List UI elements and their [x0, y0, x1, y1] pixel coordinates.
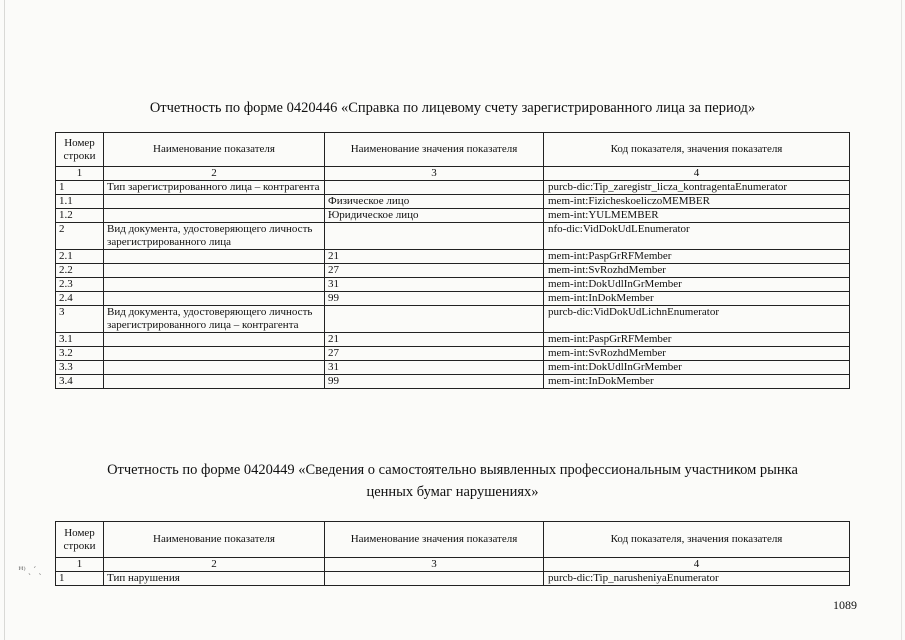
- column-index-cell: 1: [56, 167, 104, 181]
- header-value-name: Наименование значения показателя: [325, 133, 544, 167]
- code-cell: mem-int:YULMEMBER: [544, 209, 850, 223]
- value-name-cell: Физическое лицо: [325, 195, 544, 209]
- table-row: [56, 572, 850, 586]
- table-row: [56, 278, 850, 292]
- value-name-cell: 21: [325, 333, 544, 347]
- row-number-cell: 3.3: [56, 361, 104, 375]
- row-number-cell: 3.4: [56, 375, 104, 389]
- indicator-name-cell: [104, 209, 325, 223]
- column-index-cell: 4: [544, 558, 850, 572]
- page-number: 1089: [833, 598, 857, 612]
- row-number-cell: 2.1: [56, 250, 104, 264]
- column-index-cell: 3: [325, 558, 544, 572]
- table-row: [56, 347, 850, 361]
- header-row: [56, 522, 850, 558]
- header-value-name: Наименование значения показателя: [325, 522, 544, 558]
- indicator-name-cell: Тип нарушения: [104, 572, 325, 586]
- indicator-name-cell: [104, 250, 325, 264]
- row-number-cell: 2.3: [56, 278, 104, 292]
- row-number-cell: 1: [56, 181, 104, 195]
- header-row-number: Номер строки: [56, 133, 104, 167]
- table-row: [56, 306, 850, 333]
- code-cell: nfo-dic:VidDokUdLEnumerator: [544, 223, 850, 250]
- table-row: [56, 375, 850, 389]
- table-row: [56, 250, 850, 264]
- page-left-edge: [4, 0, 5, 640]
- header-code: Код показателя, значения показателя: [544, 133, 850, 167]
- section1-title: Отчетность по форме 0420446 «Справка по лицевому счету зарегистрированного лица за период»: [149, 100, 756, 116]
- column-index-cell: 1: [56, 558, 104, 572]
- code-cell: mem-int:SvRozhdMember: [544, 264, 850, 278]
- table-row: [56, 361, 850, 375]
- row-number-cell: 1: [56, 572, 104, 586]
- value-name-cell: [325, 572, 544, 586]
- section2-title: [0, 461, 905, 501]
- indicator-name-cell: [104, 264, 325, 278]
- header-row-number: Номер строки: [56, 522, 104, 558]
- table-row: [56, 292, 850, 306]
- indicator-name-cell: [104, 278, 325, 292]
- value-name-cell: 31: [325, 278, 544, 292]
- column-index-cell: 2: [104, 558, 325, 572]
- code-cell: mem-int:InDokMember: [544, 375, 850, 389]
- code-cell: purcb-dic:Tip_zaregistr_licza_kontragentaEnumerator: [544, 181, 850, 195]
- row-number-cell: 1.1: [56, 195, 104, 209]
- header-code: Код показателя, значения показателя: [544, 522, 850, 558]
- value-name-cell: 31: [325, 361, 544, 375]
- section2-title-line2: ценных бумаг нарушениях»: [366, 484, 539, 500]
- column-index-cell: 4: [544, 167, 850, 181]
- code-cell: mem-int:DokUdlInGrMember: [544, 278, 850, 292]
- row-number-cell: 3.2: [56, 347, 104, 361]
- value-name-cell: [325, 306, 544, 333]
- code-cell: mem-int:PaspGrRFMember: [544, 250, 850, 264]
- value-name-cell: 99: [325, 375, 544, 389]
- indicator-name-cell: Вид документа, удостоверяющего личность зарегистрированного лица: [104, 223, 325, 250]
- row-number-cell: 2.4: [56, 292, 104, 306]
- indicator-name-cell: [104, 333, 325, 347]
- code-cell: mem-int:PaspGrRFMember: [544, 333, 850, 347]
- indicator-name-cell: [104, 195, 325, 209]
- column-index-row: [56, 558, 850, 572]
- code-cell: mem-int:FizicheskoeliczoMEMBER: [544, 195, 850, 209]
- indicator-name-cell: [104, 292, 325, 306]
- header-indicator-name: Наименование показателя: [104, 133, 325, 167]
- table-row: [56, 195, 850, 209]
- column-index-cell: 2: [104, 167, 325, 181]
- table-row: [56, 333, 850, 347]
- row-number-cell: 3: [56, 306, 104, 333]
- indicator-name-cell: Тип зарегистрированного лица – контрагента: [104, 181, 325, 195]
- form-0420446-table: [55, 132, 850, 389]
- row-number-cell: 1.2: [56, 209, 104, 223]
- table-row: [56, 181, 850, 195]
- form-0420449-table: [55, 521, 850, 586]
- section2-title-line1: Отчетность по форме 0420449 «Сведения о самостоятельно выявленных профессиональным участником рынка: [107, 462, 798, 478]
- row-number-cell: 2: [56, 223, 104, 250]
- column-index-row: [56, 167, 850, 181]
- code-cell: mem-int:SvRozhdMember: [544, 347, 850, 361]
- table-row: [56, 209, 850, 223]
- row-number-cell: 2.2: [56, 264, 104, 278]
- value-name-cell: 99: [325, 292, 544, 306]
- code-cell: purcb-dic:VidDokUdLichnEnumerator: [544, 306, 850, 333]
- row-number-cell: 3.1: [56, 333, 104, 347]
- indicator-name-cell: [104, 375, 325, 389]
- column-index-cell: 3: [325, 167, 544, 181]
- table-row: [56, 264, 850, 278]
- indicator-name-cell: [104, 347, 325, 361]
- value-name-cell: 27: [325, 347, 544, 361]
- code-cell: mem-int:DokUdlInGrMember: [544, 361, 850, 375]
- value-name-cell: [325, 181, 544, 195]
- value-name-cell: 27: [325, 264, 544, 278]
- table-row: [56, 223, 850, 250]
- value-name-cell: 21: [325, 250, 544, 264]
- page-right-edge: [901, 0, 902, 640]
- value-name-cell: [325, 223, 544, 250]
- code-cell: mem-int:InDokMember: [544, 292, 850, 306]
- header-indicator-name: Наименование показателя: [104, 522, 325, 558]
- indicator-name-cell: [104, 361, 325, 375]
- header-row: [56, 133, 850, 167]
- binding-margin-marks: ꟸ⁾ ˎ ˊ ˎ: [18, 565, 42, 575]
- indicator-name-cell: Вид документа, удостоверяющего личность зарегистрированного лица – контрагента: [104, 306, 325, 333]
- value-name-cell: Юридическое лицо: [325, 209, 544, 223]
- code-cell: purcb-dic:Tip_narusheniyaEnumerator: [544, 572, 850, 586]
